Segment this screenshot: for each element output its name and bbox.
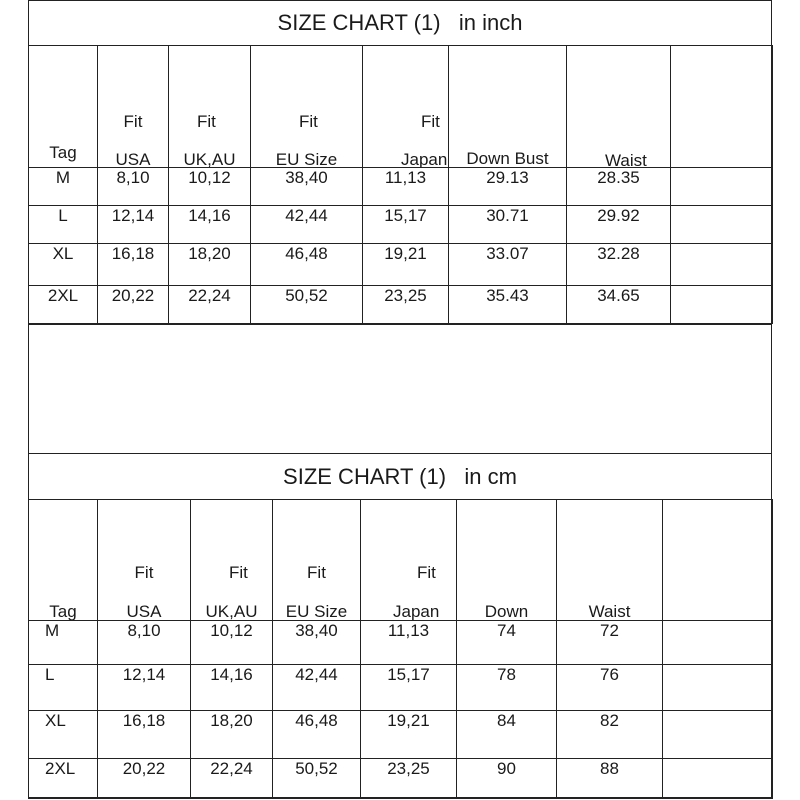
- inch-cell-usa: 8,10: [98, 168, 169, 206]
- cm-cell-tag: M: [29, 621, 98, 665]
- cm-cell-uk: 10,12: [191, 621, 273, 665]
- cm-header-uk: Fit UK,AU: [191, 500, 273, 621]
- inch-cell-waist: 29.92: [567, 206, 671, 244]
- cm-cell-waist: 82: [557, 711, 663, 759]
- inch-header-eu: Fit EU Size: [251, 46, 363, 168]
- cm-cell-tag: L: [29, 665, 98, 711]
- inch-cell-japan: 23,25: [363, 286, 449, 324]
- cm-chart-title: [28, 453, 772, 500]
- inch-cell-uk: 14,16: [169, 206, 251, 244]
- cm-header-japan: Fit Japan: [361, 500, 457, 621]
- cm-cell-usa: 8,10: [98, 621, 191, 665]
- inch-table-row: [29, 286, 773, 324]
- inch-cell-uk: 10,12: [169, 168, 251, 206]
- inch-cell-bust: 29.13: [449, 168, 567, 206]
- inch-cell-eu: 46,48: [251, 244, 363, 286]
- cm-cell-empty: [663, 759, 773, 799]
- inch-cell-waist: 34.65: [567, 286, 671, 324]
- inch-cell-tag: M: [29, 168, 98, 206]
- inch-cell-eu: 50,52: [251, 286, 363, 324]
- inch-cell-bust: 30.71: [449, 206, 567, 244]
- inch-size-table: [28, 45, 773, 324]
- inch-unit-text: in inch: [458, 10, 523, 35]
- cm-cell-japan: 11,13: [361, 621, 457, 665]
- cm-cell-japan: 23,25: [361, 759, 457, 799]
- cm-cell-uk: 14,16: [191, 665, 273, 711]
- inch-cell-bust: 35.43: [449, 286, 567, 324]
- cm-unit-text: in cm: [464, 463, 517, 489]
- inch-table-row: [29, 244, 773, 286]
- cm-cell-eu: 38,40: [273, 621, 361, 665]
- inch-header-uk: Fit UK,AU: [169, 46, 251, 168]
- cm-cell-eu: 50,52: [273, 759, 361, 799]
- inch-cell-empty: [671, 244, 773, 286]
- cm-cell-uk: 22,24: [191, 759, 273, 799]
- inch-chart-title: [28, 0, 772, 46]
- cm-header-bust: Down: [457, 500, 557, 621]
- cm-cell-japan: 15,17: [361, 665, 457, 711]
- cm-cell-usa: 12,14: [98, 665, 191, 711]
- cm-cell-waist: 88: [557, 759, 663, 799]
- cm-header-row: [29, 500, 773, 621]
- cm-cell-tag: XL: [29, 711, 98, 759]
- inch-header-bust: Down Bust: [449, 46, 567, 168]
- inch-cell-japan: 19,21: [363, 244, 449, 286]
- inch-header-japan: Fit Japan: [363, 46, 449, 168]
- cm-cell-usa: 16,18: [98, 711, 191, 759]
- inch-cell-tag: 2XL: [29, 286, 98, 324]
- inch-cell-empty: [671, 206, 773, 244]
- inch-cell-uk: 22,24: [169, 286, 251, 324]
- cm-cell-bust: 90: [457, 759, 557, 799]
- spacer-area: [28, 324, 772, 453]
- cm-size-table: [28, 499, 773, 799]
- inch-header-waist: Waist: [567, 46, 671, 168]
- cm-cell-bust: 74: [457, 621, 557, 665]
- cm-title-text: SIZE CHART (1): [283, 463, 447, 489]
- cm-cell-waist: 72: [557, 621, 663, 665]
- inch-title-text: SIZE CHART (1): [277, 10, 441, 35]
- cm-cell-bust: 78: [457, 665, 557, 711]
- cm-cell-usa: 20,22: [98, 759, 191, 799]
- cm-header-usa: Fit USA: [98, 500, 191, 621]
- inch-cell-uk: 18,20: [169, 244, 251, 286]
- inch-header-usa: Fit USA: [98, 46, 169, 168]
- inch-cell-bust: 33.07: [449, 244, 567, 286]
- inch-cell-empty: [671, 168, 773, 206]
- inch-cell-usa: 16,18: [98, 244, 169, 286]
- inch-cell-usa: 12,14: [98, 206, 169, 244]
- inch-cell-tag: L: [29, 206, 98, 244]
- inch-table-row: [29, 206, 773, 244]
- cm-cell-uk: 18,20: [191, 711, 273, 759]
- cm-header-tag: Tag: [29, 500, 98, 621]
- cm-cell-japan: 19,21: [361, 711, 457, 759]
- cm-cell-empty: [663, 621, 773, 665]
- inch-cell-eu: 42,44: [251, 206, 363, 244]
- inch-cell-usa: 20,22: [98, 286, 169, 324]
- cm-cell-bust: 84: [457, 711, 557, 759]
- cm-cell-waist: 76: [557, 665, 663, 711]
- inch-cell-waist: 32.28: [567, 244, 671, 286]
- cm-table-row: [29, 711, 773, 759]
- cm-cell-eu: 46,48: [273, 711, 361, 759]
- cm-header-waist: Waist: [557, 500, 663, 621]
- cm-body: [29, 621, 773, 799]
- inch-cell-japan: 15,17: [363, 206, 449, 244]
- cm-table-row: [29, 621, 773, 665]
- inch-cell-waist: 28.35: [567, 168, 671, 206]
- cm-header-empty: [663, 500, 773, 621]
- cm-cell-eu: 42,44: [273, 665, 361, 711]
- cm-table-row: [29, 759, 773, 799]
- inch-cell-eu: 38,40: [251, 168, 363, 206]
- inch-cell-japan: 11,13: [363, 168, 449, 206]
- inch-header-row: [29, 46, 773, 168]
- inch-header-tag: Tag: [29, 46, 98, 168]
- inch-cell-empty: [671, 286, 773, 324]
- cm-cell-tag: 2XL: [29, 759, 98, 799]
- cm-cell-empty: [663, 711, 773, 759]
- inch-header-empty: [671, 46, 773, 168]
- inch-cell-tag: XL: [29, 244, 98, 286]
- cm-header-eu: Fit EU Size: [273, 500, 361, 621]
- cm-table-row: [29, 665, 773, 711]
- inch-table-row: [29, 168, 773, 206]
- inch-body: [29, 168, 773, 324]
- cm-cell-empty: [663, 665, 773, 711]
